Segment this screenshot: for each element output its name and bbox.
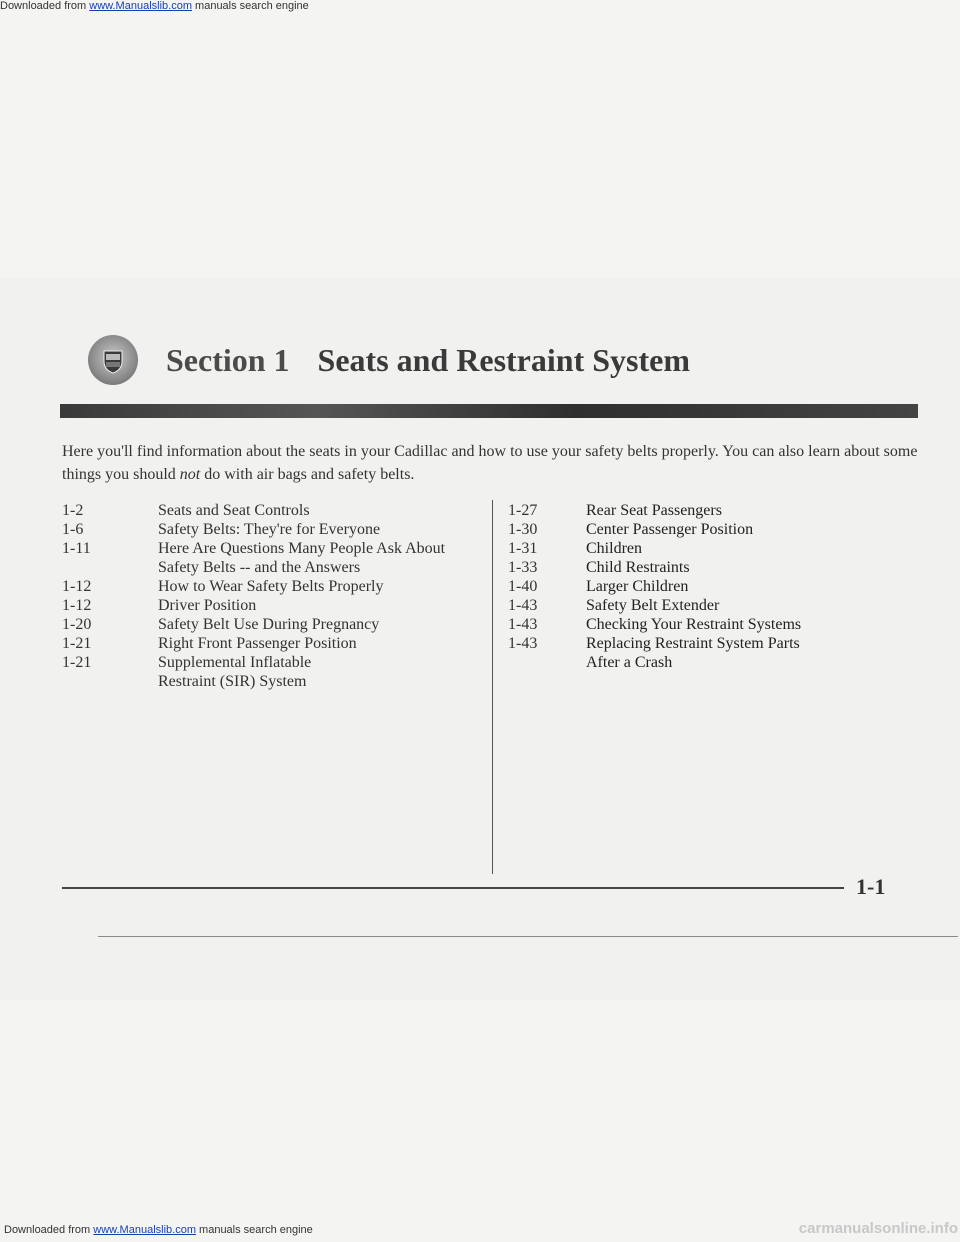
toc-entry[interactable] [62,653,482,672]
toc-left-column [62,501,482,691]
toc-right-column [508,501,908,672]
section-header [88,330,690,390]
toc-title: How to Wear Safety Belts Properly [158,578,384,595]
toc-title: Safety Belts: They're for Everyone [158,521,381,538]
download-suffix: manuals search engine [191,0,309,12]
toc-title: Right Front Passenger Position [158,635,357,652]
toc-page [508,653,586,672]
toc-title: Safety Belt Extender [586,597,720,614]
section-label: Section 1 [166,341,290,378]
intro-text-1: Here you'll find information about the seats in your Cadillac and how to use your safety belts properly. You can also learn about some things you should [62,443,918,483]
toc-entry[interactable] [62,634,482,653]
download-banner-top [0,0,309,12]
download-suffix: manuals search engine [195,1224,313,1236]
toc-title: Seats and Seat Controls [158,502,310,519]
toc-entry[interactable] [62,596,482,615]
toc-title: Center Passenger Position [586,521,754,538]
column-divider [492,500,493,874]
toc-entry-continued [62,558,482,577]
toc-entry[interactable] [62,615,482,634]
download-prefix: Downloaded from [4,1224,94,1236]
toc-title: Here Are Questions Many People Ask About [158,540,446,557]
toc-page: 1-21 [62,635,92,652]
toc-page: 1-11 [62,540,91,557]
intro-paragraph [62,440,922,486]
page-number: 1-1 [856,874,886,899]
toc-page: 1-31 [508,540,538,557]
toc-page [62,558,158,577]
toc-title: Driver Position [158,597,257,614]
toc-page: 1-12 [62,597,92,614]
toc-title: Supplemental Inflatable [158,654,312,671]
toc-entry[interactable] [508,634,908,653]
toc-entry[interactable] [62,520,482,539]
manualslib-link[interactable]: www.Manualslib.com [93,1224,196,1236]
toc-title: Child Restraints [586,559,690,576]
intro-text-2: do with air bags and safety belts. [200,466,415,483]
toc-page: 1-12 [62,578,92,595]
download-banner-bottom [4,1224,313,1236]
toc-page [62,672,158,691]
toc-entry[interactable] [62,539,482,558]
toc-page: 1-43 [508,635,538,652]
toc-entry[interactable] [508,577,908,596]
toc-title: Safety Belts -- and the Answers [158,559,361,576]
manualslib-link[interactable]: www.Manualslib.com [89,0,192,12]
bottom-rule [98,936,958,937]
toc-entry[interactable] [508,596,908,615]
toc-page: 1-27 [508,502,538,519]
toc-entry[interactable] [508,615,908,634]
toc-entry[interactable] [508,558,908,577]
section-title: Seats and Restraint System [317,341,690,378]
footer-rule [62,887,844,889]
toc-title: Children [586,540,642,557]
toc-title: Checking Your Restraint Systems [586,616,802,633]
cadillac-crest-icon [88,335,138,385]
watermark-text: carmanualsonline.info [798,1220,958,1237]
toc-title: After a Crash [586,654,673,671]
toc-entry[interactable] [62,577,482,596]
toc-entry[interactable] [508,539,908,558]
toc-page: 1-2 [62,502,84,519]
intro-emphasis: not [179,466,201,483]
toc-entry-continued [508,653,908,672]
toc-page: 1-6 [62,521,84,538]
toc-page: 1-40 [508,578,538,595]
toc-page: 1-43 [508,597,538,614]
toc-title: Restraint (SIR) System [158,673,307,690]
download-prefix: Downloaded from [0,0,90,12]
toc-page: 1-30 [508,521,538,538]
toc-title: Rear Seat Passengers [586,502,722,519]
toc-page: 1-33 [508,559,538,576]
toc-entry[interactable] [508,520,908,539]
toc-title: Replacing Restraint System Parts [586,635,800,652]
toc-entry[interactable] [508,501,908,520]
toc-page: 1-21 [62,654,92,671]
toc-entry[interactable] [62,501,482,520]
toc-page: 1-20 [62,616,92,633]
header-band [60,404,918,418]
toc-title: Larger Children [586,578,689,595]
toc-page: 1-43 [508,616,538,633]
toc-title: Safety Belt Use During Pregnancy [158,616,380,633]
toc-entry-continued [62,672,482,691]
